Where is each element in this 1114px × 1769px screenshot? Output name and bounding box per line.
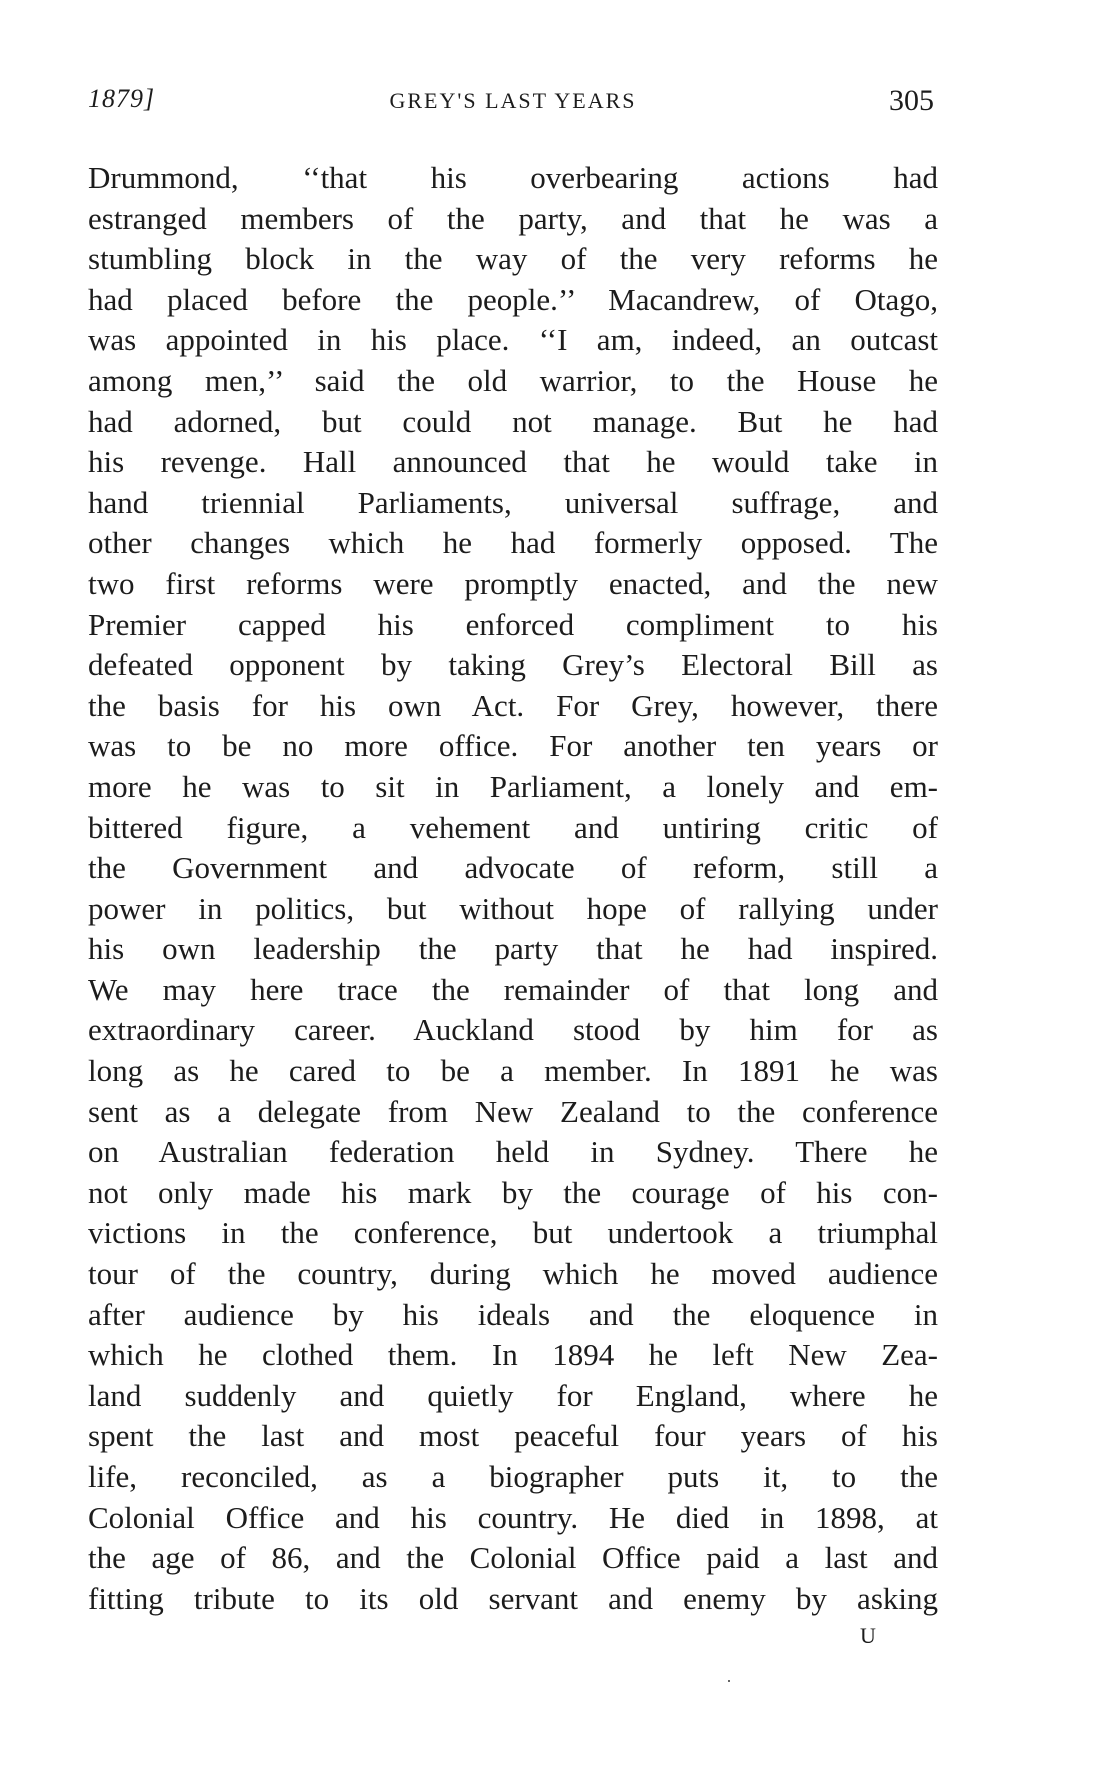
- text-line: Premier capped his enforced compliment to his: [88, 606, 938, 642]
- text-line: after audience by his ideals and the eloquence in: [88, 1296, 938, 1332]
- text-line: not only made his mark by the courage of his con-: [88, 1174, 938, 1210]
- text-line: bittered figure, a vehement and untiring critic of: [88, 809, 938, 845]
- text-line: had adorned, but could not manage. But he had: [88, 403, 938, 439]
- running-head-year: 1879]: [88, 84, 156, 113]
- text-line: hand triennial Parliaments, universal suffrage, and: [88, 484, 938, 520]
- text-line: spent the last and most peaceful four years of his: [88, 1418, 938, 1454]
- running-head-title: GREY'S LAST YEARS: [389, 88, 637, 113]
- text-line: on Australian federation held in Sydney. There he: [88, 1134, 938, 1170]
- text-line: among men,’’ said the old warrior, to the House he: [88, 362, 938, 398]
- text-line: fitting tribute to its old servant and enemy by asking: [88, 1580, 938, 1616]
- text-line: his own leadership the party that he had inspired.: [88, 931, 938, 967]
- text-line: We may here trace the remainder of that long and: [88, 971, 938, 1007]
- text-line: more he was to sit in Parliament, a lonely and em-: [88, 768, 938, 804]
- text-line: land suddenly and quietly for England, where he: [88, 1377, 938, 1413]
- text-line: extraordinary career. Auckland stood by him for as: [88, 1012, 938, 1048]
- text-line: the age of 86, and the Colonial Office paid a last and: [88, 1540, 938, 1576]
- paper-speck: [728, 1680, 730, 1682]
- text-line: was appointed in his place. ‘‘I am, indeed, an outcast: [88, 322, 938, 358]
- text-line: victions in the conference, but undertook a triumphal: [88, 1215, 938, 1251]
- text-line: other changes which he had formerly opposed. The: [88, 525, 938, 561]
- text-line: the basis for his own Act. For Grey, however, there: [88, 687, 938, 723]
- text-line: life, reconciled, as a biographer puts it, to the: [88, 1459, 938, 1494]
- signature-mark: U: [860, 1623, 877, 1648]
- text-line: tour of the country, during which he moved audience: [88, 1256, 938, 1292]
- text-line: Drummond, ‘‘that his overbearing actions had: [88, 160, 938, 195]
- text-line: Colonial Office and his country. He died in 1898, at: [88, 1499, 938, 1535]
- text-line: was to be no more office. For another ten years or: [88, 728, 938, 764]
- page-number: 305: [889, 84, 934, 117]
- text-line: the Government and advocate of reform, still a: [88, 850, 938, 886]
- text-line: long as he cared to be a member. In 1891 he was: [88, 1053, 938, 1089]
- text-line: had placed before the people.’’ Macandrew, of Otago,: [88, 281, 938, 317]
- text-line: stumbling block in the way of the very reforms he: [88, 241, 938, 277]
- body-text: [88, 158, 938, 1619]
- running-head: [88, 84, 938, 124]
- text-line: sent as a delegate from New Zealand to the conference: [88, 1093, 938, 1129]
- text-line: two first reforms were promptly enacted, and the new: [88, 565, 938, 601]
- text-line: estranged members of the party, and that he was a: [88, 200, 938, 236]
- text-line: which he clothed them. In 1894 he left New Zea-: [88, 1337, 938, 1373]
- text-line: his revenge. Hall announced that he would take in: [88, 444, 938, 480]
- text-line: defeated opponent by taking Grey’s Electoral Bill as: [88, 647, 938, 683]
- text-line: power in politics, but without hope of rallying under: [88, 890, 938, 926]
